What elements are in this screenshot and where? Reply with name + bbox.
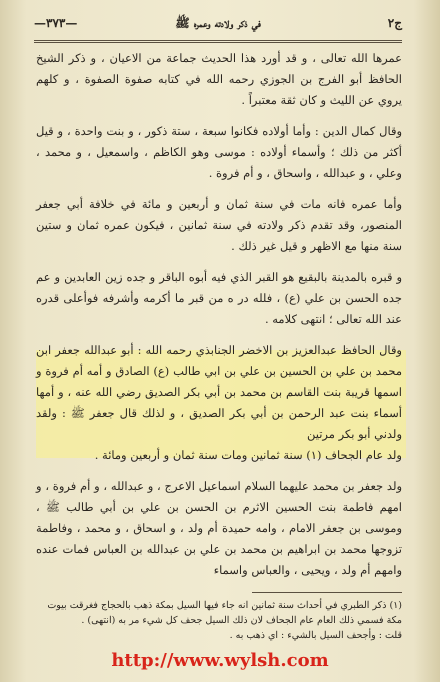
- header-rule-2: [34, 42, 402, 43]
- paragraph: ولد جعفر بن محمد عليهما السلام اسماعيل الاعرج ، و عبدالله ، و أم فروة ، و امهم فاطمة بنت الحسين الاثرم بن الحسن بن علي بن أبي طالب ﷺ ، وموسى بن جعفر الامام ، وامه حميدة أم ولد ، و اسحاق ، و محمد ، وفاطمة تزوجها محمد بن ابراهيم بن محمد بن علي بن عبدالله بن العباس فمات عنده وامهم أم ولد ، ويحيى ، والعباس واسماء: [36, 479, 402, 577]
- volume-number: ج٢: [387, 16, 402, 30]
- chapter-title: في ذكر ولادته وعمره ﷺ: [175, 16, 261, 30]
- footnote: قلت : وأجحف السيل بالشيء : اي ذهب به .: [229, 630, 402, 641]
- running-header: [34, 14, 402, 36]
- header-rule: [34, 40, 402, 41]
- paragraph: ولد عام الجحاف (١) سنة ثمانين ومات سنة ثمان و أربعين ومائة .: [94, 448, 402, 462]
- footnote: (١) ذكر الطبري في أحداث سنة ثمانين انه جاء فيها السيل بمكة ذهب بالحجاج فغرقت بيوت مكة فسمي ذلك العام عام الجحاف لان ذلك السيل جحف كل شيء مر به (انتهى) .: [47, 600, 402, 626]
- main-text: [36, 48, 402, 591]
- paragraph: وقال كمال الدين : وأما أولاده فكانوا سبعة ، ستة ذكور ، و بنت واحدة ، و قيل أكثر من ذلك ؛ وأسماء أولاده : موسى وهو الكاظم ، واسمعيل ، و محمد ، وعلي ، و عبدالله ، واسحاق ، و أم فروة .: [36, 124, 402, 180]
- watermark-url: http://www.wylsh.com: [111, 650, 329, 671]
- footnotes: [36, 598, 402, 643]
- footnote-rule: [252, 592, 402, 593]
- highlighted-paragraph: وقال الحافظ عبدالعزيز بن الاخضر الجنابذي رحمه الله : أبو عبدالله جعفر ابن محمد بن علي بن الحسين بن علي بن ابي طالب (ع) الصادق و أمه أم فروة و اسمها قريبة بنت القاسم بن محمد بن أبي بكر الصديق رضي الله عنه ، و أمها أسماء بنت عبد الرحمن بن أبي بكر الصديق ، و لذلك قال جعفر ﷺ : ولقد ولدني أبو بكر مرتين: [36, 343, 402, 441]
- paragraph: عمرها الله تعالى ، و قد أورد هذا الحديث جماعة من الاعيان ، و ذكر الشيخ الحافظ أبو الفرج بن الجوزي رحمه الله في كتابه صفوة الصفوة ، و كلهم يروي عن الليث و كان ثقة معتبراً .: [36, 51, 402, 107]
- paragraph: وأما عمره فانه مات في سنة ثمان و أربعين و مائة في خلافة أبي جعفر المنصور، وقد تقدم ذكر ولادته في سنة ثمانين ، فيكون عمره ثمان و ستين سنة منها مع الاظهر و قيل غير ذلك .: [36, 197, 402, 253]
- paragraph: و قبره بالمدينة بالبقيع هو القبر الذي فيه أبوه الباقر و جده زين العابدين و عم جده الحسن بن علي (ع) ، فلله در ه من قبر ما أكرمه وأشرفه فوأعلى قدره عند الله تعالى ؛ انتهى كلامه .: [36, 270, 402, 326]
- page-number: —٣٧٣—: [34, 16, 78, 30]
